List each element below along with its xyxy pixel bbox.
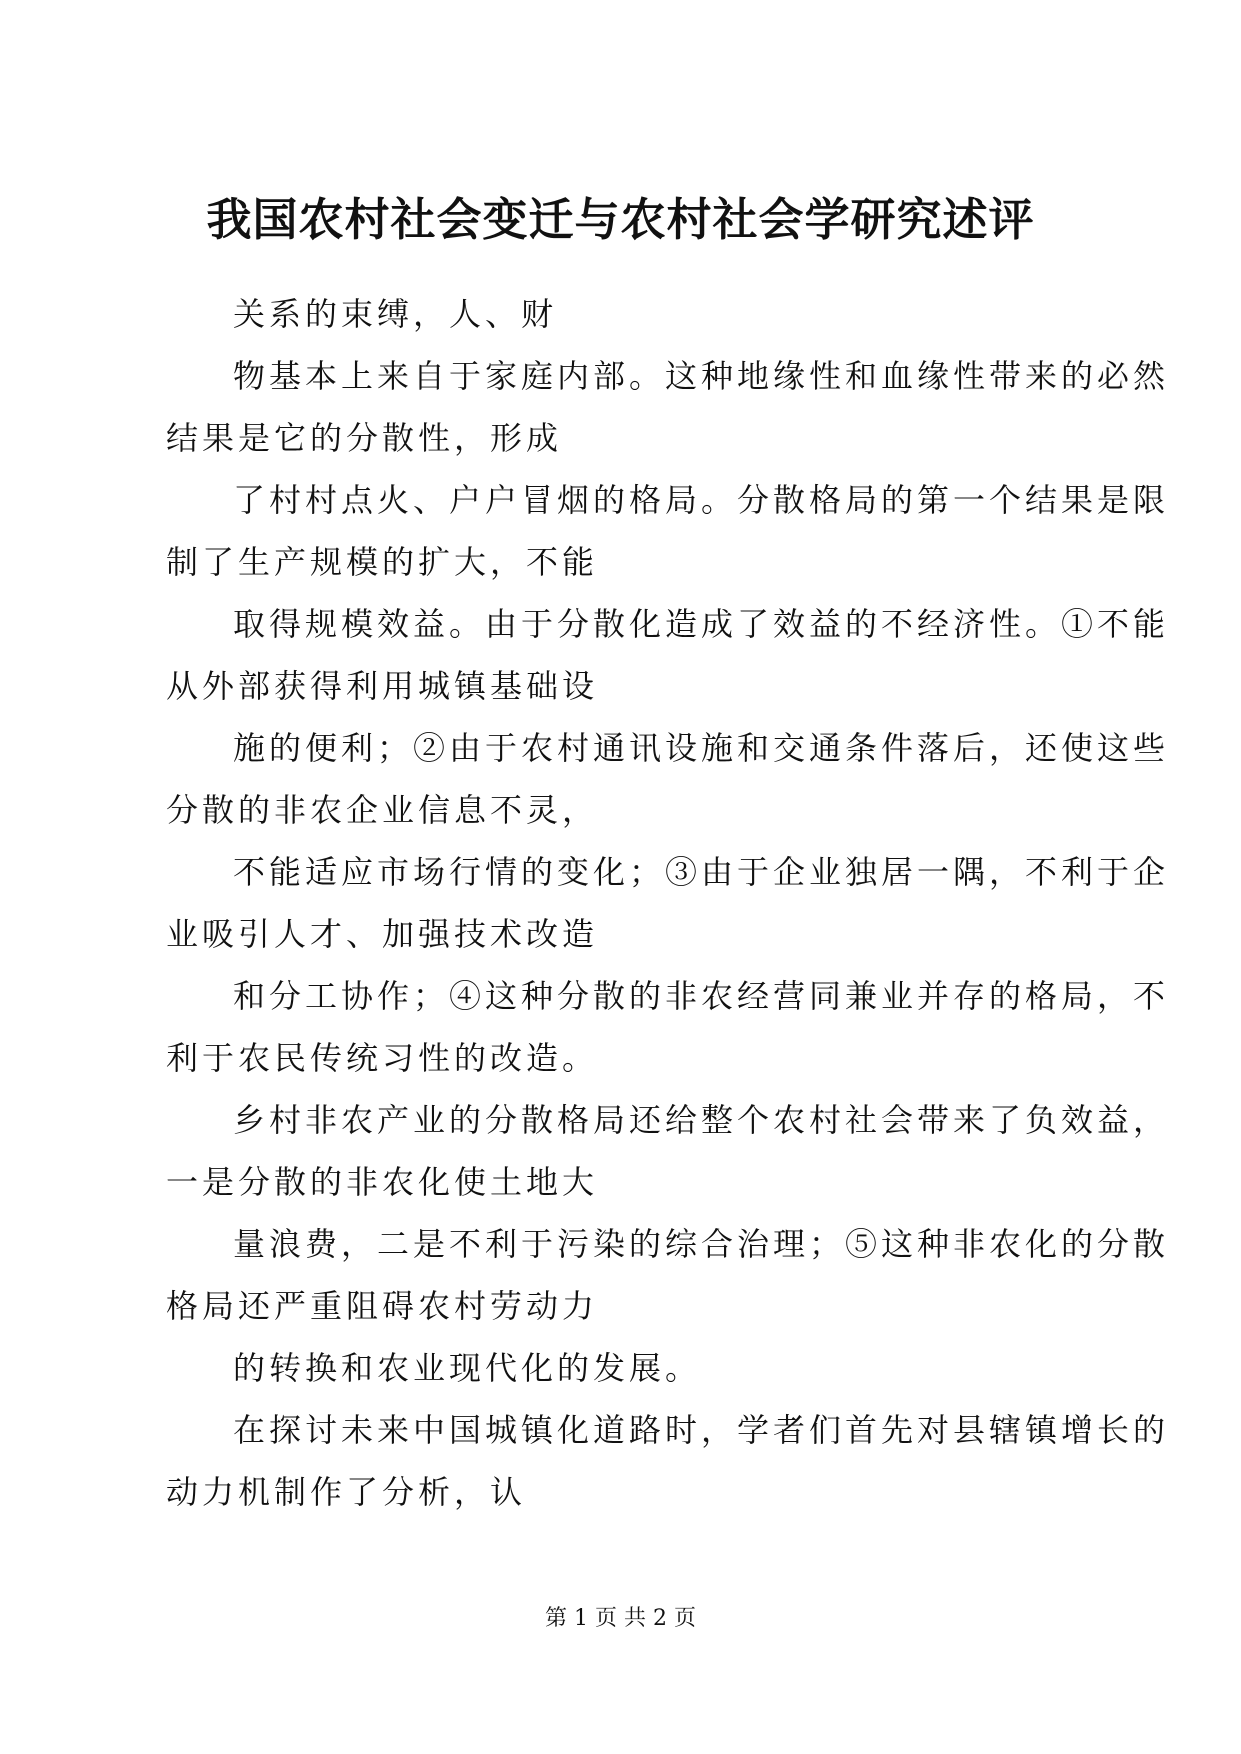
paragraph-line: 格局还严重阻碍农村劳动力 — [166, 1287, 599, 1325]
paragraph-line: 制了生产规模的扩大，不能 — [166, 543, 599, 581]
paragraph-line: 施的便利；②由于农村通讯设施和交通条件落后，还使这些 — [233, 729, 1170, 767]
paragraph — [166, 965, 1170, 1089]
paragraph-line: 关系的束缚，人、财 — [233, 295, 558, 333]
paragraph — [166, 593, 1170, 717]
paragraph-line: 一是分散的非农化使土地大 — [166, 1163, 599, 1201]
paragraph-line: 量浪费，二是不利于污染的综合治理；⑤这种非农化的分散 — [233, 1225, 1170, 1263]
paragraph-line: 取得规模效益。由于分散化造成了效益的不经济性。①不能 — [233, 605, 1170, 643]
paragraph-line: 的转换和农业现代化的发展。 — [233, 1349, 702, 1387]
paragraph — [166, 717, 1170, 841]
paragraph — [166, 345, 1170, 469]
page-footer: 第 1 页 共 2 页 — [545, 1606, 696, 1631]
paragraph — [166, 1399, 1170, 1523]
paragraph-line: 业吸引人才、加强技术改造 — [166, 915, 599, 953]
paragraph — [166, 1337, 1086, 1399]
paragraph — [166, 1213, 1170, 1337]
paragraph-line: 从外部获得利用城镇基础设 — [166, 667, 599, 705]
paragraph-line: 物基本上来自于家庭内部。这种地缘性和血缘性带来的必然 — [233, 357, 1170, 395]
paragraph-line: 动力机制作了分析，认 — [166, 1473, 527, 1511]
document-title: 我国农村社会变迁与农村社会学研究述评 — [206, 193, 1035, 246]
paragraph-line: 结果是它的分散性，形成 — [166, 419, 563, 457]
paragraph-line: 在探讨未来中国城镇化道路时，学者们首先对县辖镇增长的 — [233, 1411, 1170, 1449]
paragraph-line: 和分工协作；④这种分散的非农经营同兼业并存的格局，不 — [233, 977, 1170, 1015]
paragraph-line: 乡村非农产业的分散格局还给整个农村社会带来了负效益， — [233, 1101, 1170, 1139]
paragraph-line: 不能适应市场行情的变化；③由于企业独居一隅，不利于企 — [233, 853, 1170, 891]
paragraph — [166, 1089, 1170, 1213]
paragraph — [166, 469, 1170, 593]
paragraph-line: 了村村点火、户户冒烟的格局。分散格局的第一个结果是限 — [233, 481, 1170, 519]
paragraph-line: 利于农民传统习性的改造。 — [166, 1039, 599, 1077]
paragraph-line: 分散的非农企业信息不灵， — [166, 791, 599, 829]
document-body — [166, 283, 1170, 1523]
paragraph — [166, 283, 1086, 345]
paragraph — [166, 841, 1170, 965]
